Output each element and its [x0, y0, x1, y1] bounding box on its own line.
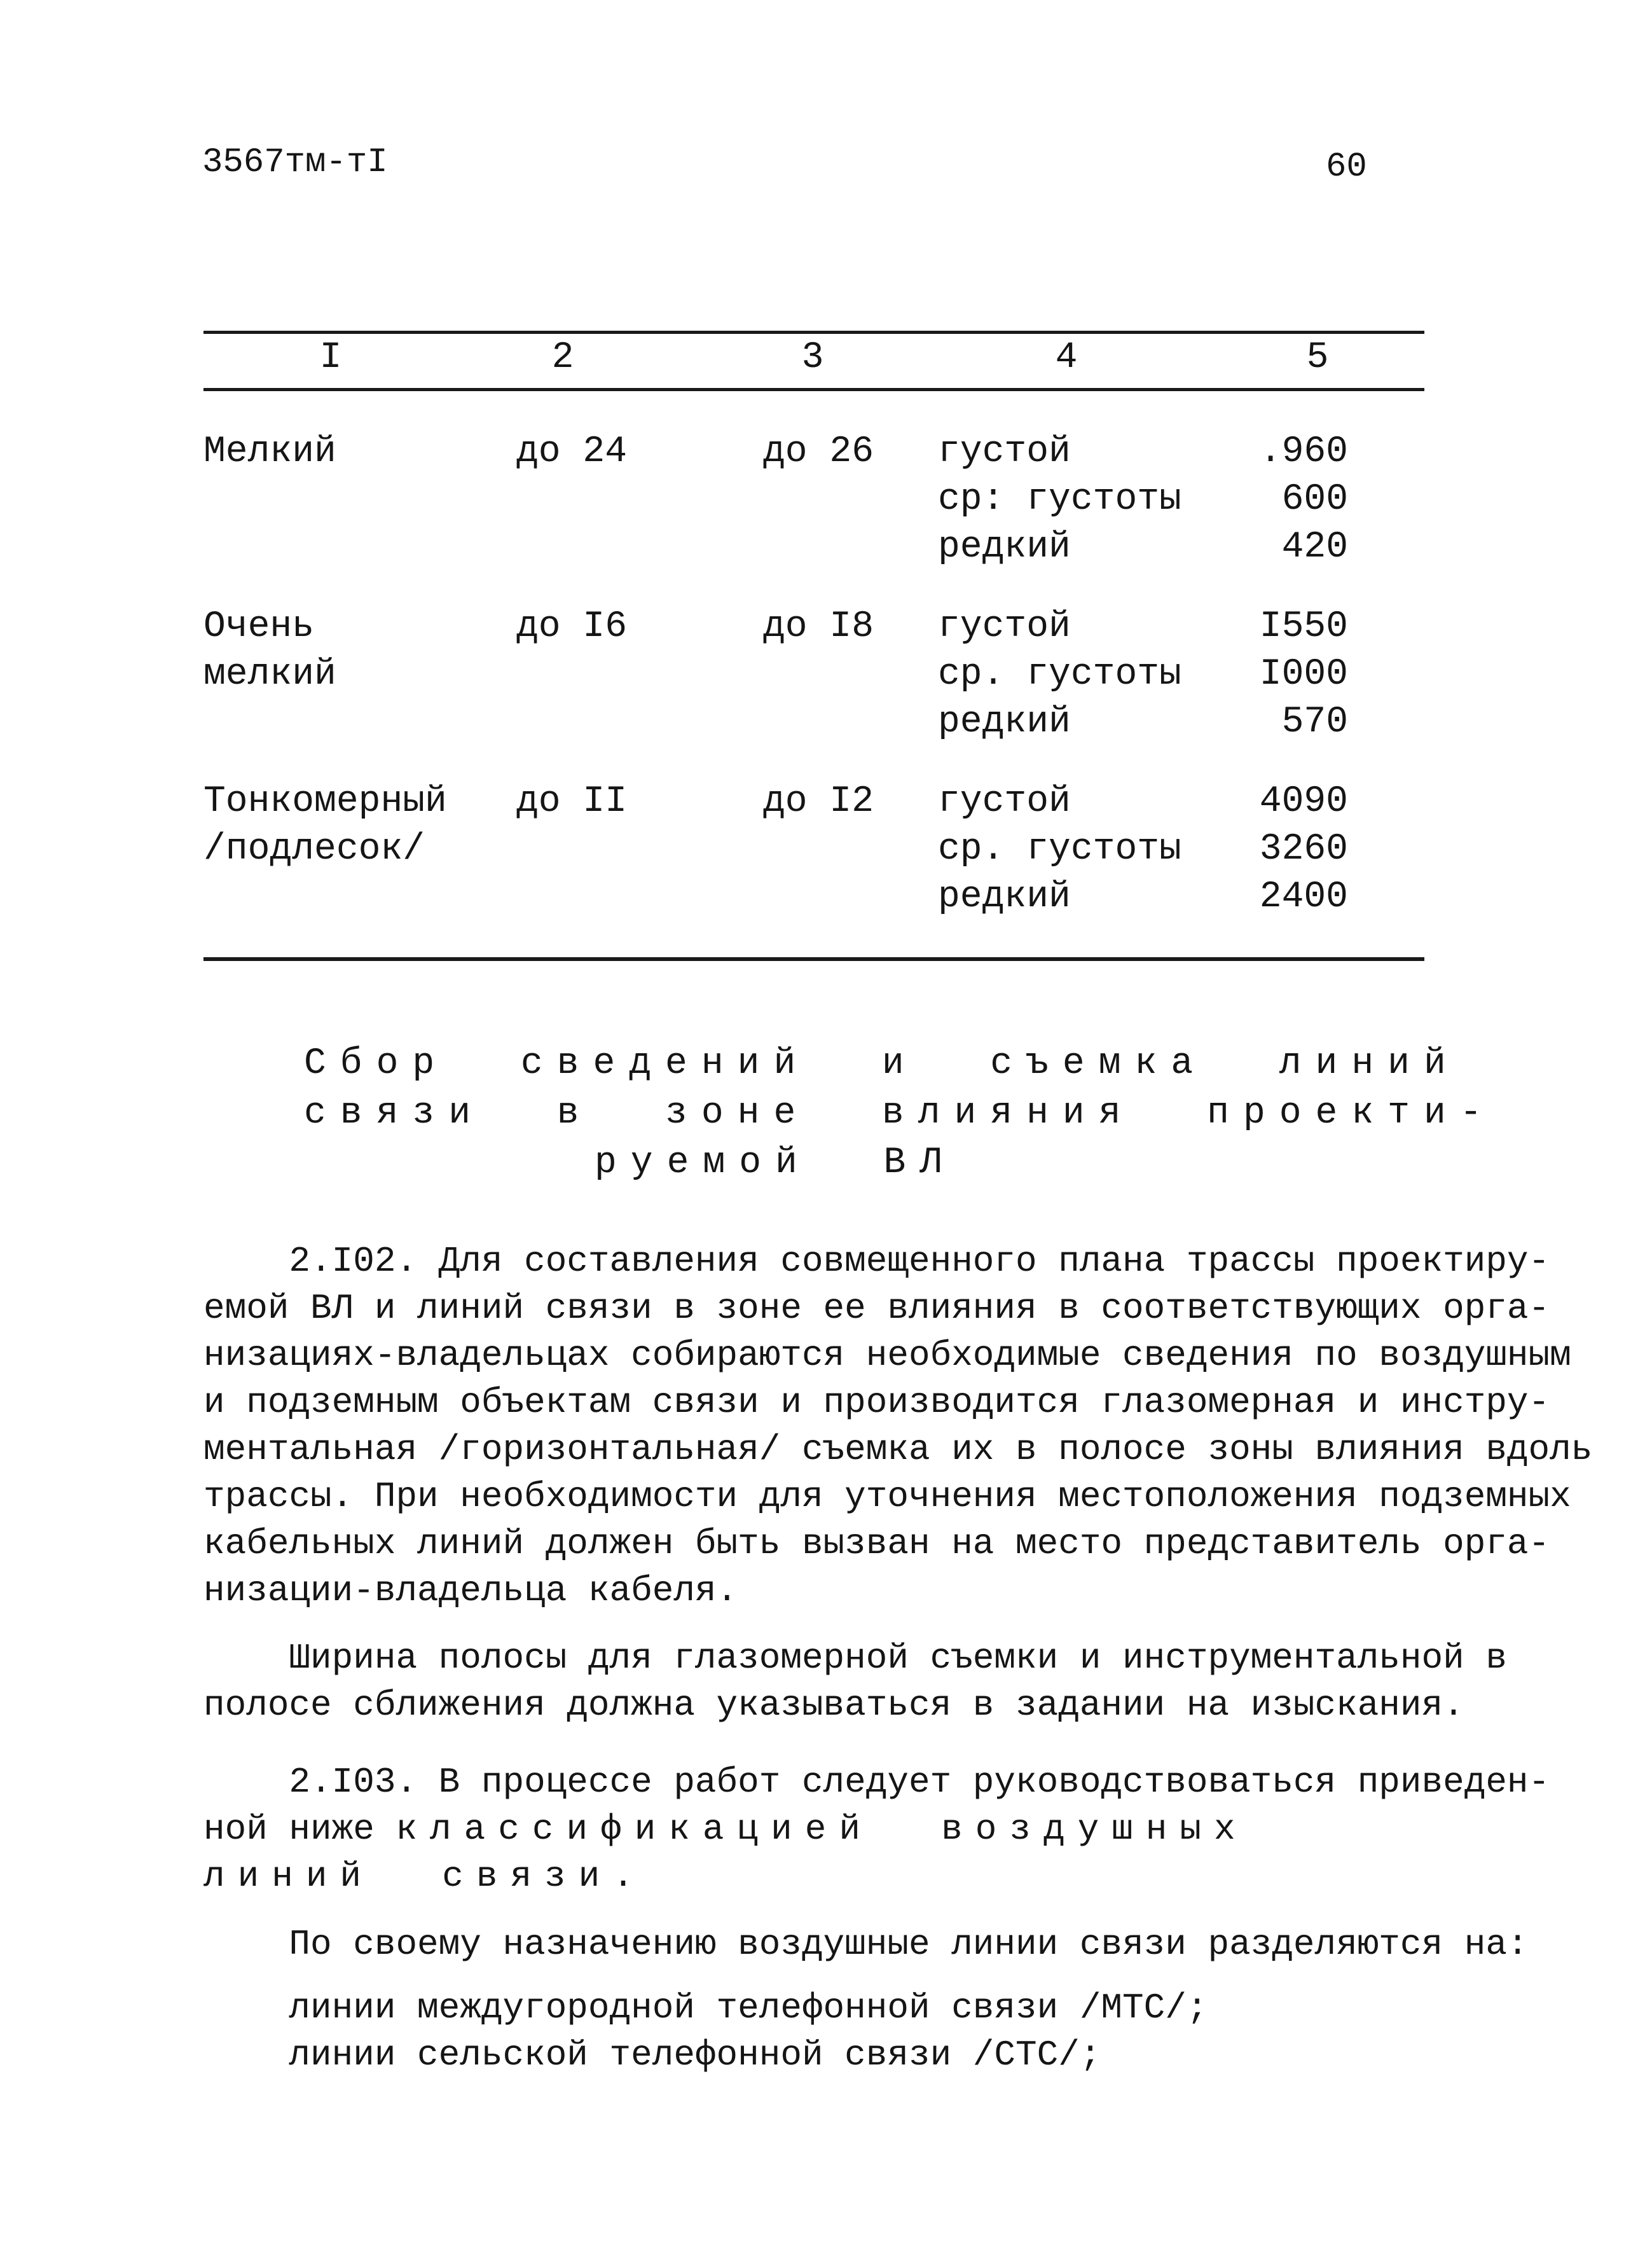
row-col2: до I6: [516, 606, 628, 647]
row-name: Очень: [203, 606, 315, 647]
text-line: Ширина полосы для глазомерной съемки и инструментальной в: [203, 1638, 1507, 1678]
row-col2: до 24: [516, 431, 628, 473]
row-density: ср: густоты: [938, 479, 1181, 520]
text-line: 2.I02. Для составления совмещенного плана трассы проектиру-: [203, 1241, 1550, 1282]
row-value: I000: [1259, 654, 1348, 695]
row-value: 420: [1281, 527, 1348, 568]
column-header-2: 2: [551, 337, 574, 378]
row-value: 3260: [1259, 829, 1348, 870]
row-density: ср. густоты: [938, 654, 1181, 695]
text-line: 2.I03. В процессе работ следует руководствоваться приведен-: [203, 1762, 1550, 1802]
text-line: полосе сближения должна указываться в задании на изыскания.: [203, 1685, 1464, 1725]
column-header-5: 5: [1306, 337, 1329, 378]
row-name: Мелкий: [203, 431, 336, 473]
table-top-rule: [203, 331, 1424, 334]
table-header-rule: [203, 388, 1424, 391]
row-value: 570: [1281, 702, 1348, 743]
emphasized-term: классификацией воздушных: [396, 1809, 1248, 1850]
row-col2: до II: [516, 781, 628, 822]
row-col3: до 26: [763, 431, 874, 473]
text-line: и подземным объектам связи и производится глазомерная и инстру-: [203, 1382, 1550, 1423]
row-value: 600: [1281, 479, 1348, 520]
row-density: густой: [938, 431, 1071, 473]
row-name: /подлесок/: [203, 829, 425, 870]
text-line: ментальная /горизонтальная/ съемка их в полосе зоны влияния вдоль: [203, 1429, 1593, 1470]
row-value: I550: [1259, 606, 1348, 647]
section-title-line: связи в зоне влияния проекти-: [304, 1093, 1496, 1134]
row-density: густой: [938, 606, 1071, 647]
list-item: линии сельской телефонной связи /СТС/;: [203, 2035, 1101, 2075]
row-density: густой: [938, 781, 1071, 822]
row-name: Тонкомерный: [203, 781, 447, 822]
row-value: 4090: [1259, 781, 1348, 822]
row-value: .960: [1259, 431, 1348, 473]
row-density: ср. густоты: [938, 829, 1181, 870]
text-line: кабельных линий должен быть вызван на место представитель орга-: [203, 1523, 1550, 1564]
table-bottom-rule: [203, 957, 1424, 961]
text-line: трассы. При необходимости для уточнения местоположения подземных: [203, 1476, 1571, 1517]
text-line: низации-владельца кабеля.: [203, 1570, 738, 1611]
row-value: 2400: [1259, 876, 1348, 918]
text-line: низациях-владельцах собираются необходимые сведения по воздушным: [203, 1335, 1571, 1376]
list-item: линии междугородной телефонной связи /МТС/;: [203, 1988, 1208, 2028]
column-header-4: 4: [1055, 337, 1078, 378]
page-number: 60: [1326, 148, 1367, 186]
row-density: редкий: [938, 702, 1071, 743]
row-col3: до I2: [763, 781, 874, 822]
column-header-1: I: [319, 337, 342, 378]
section-title-line: Сбор сведений и съемка линий: [304, 1043, 1460, 1084]
text-fragment: ной ниже: [203, 1809, 396, 1850]
document-code: 3567тм-тI: [202, 143, 388, 182]
column-header-3: 3: [801, 337, 824, 378]
row-density: редкий: [938, 527, 1071, 568]
emphasized-term: линий связи.: [203, 1856, 647, 1897]
text-line: По своему назначению воздушные линии связи разделяются на:: [203, 1924, 1529, 1965]
section-title-line: руемой ВЛ: [595, 1142, 956, 1184]
row-density: редкий: [938, 876, 1071, 918]
text-line: [203, 1806, 1450, 1853]
row-col3: до I8: [763, 606, 874, 647]
row-name: мелкий: [203, 654, 336, 695]
text-line: емой ВЛ и линий связи в зоне ее влияния в соответствующих орга-: [203, 1288, 1550, 1329]
